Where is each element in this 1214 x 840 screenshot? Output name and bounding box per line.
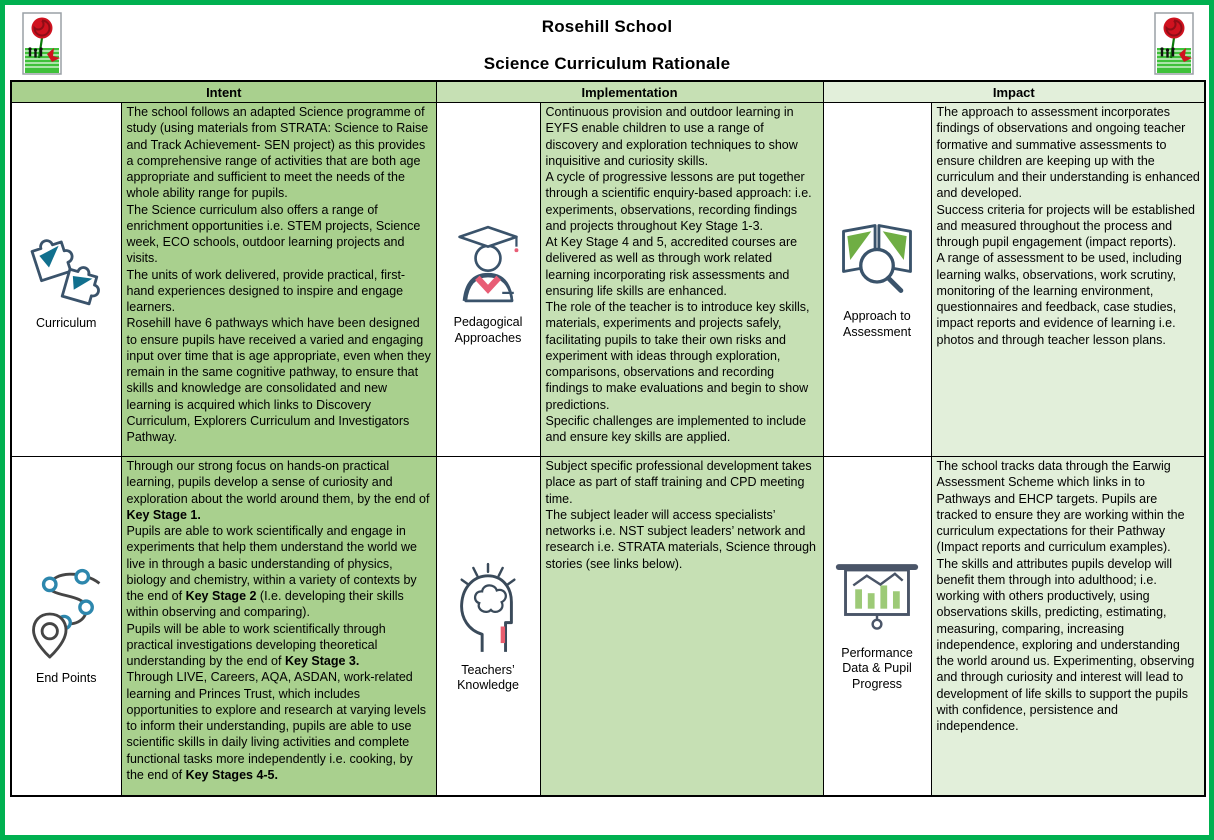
table-row xyxy=(11,103,1205,457)
approach-to-assessment-icon-cell xyxy=(823,103,931,457)
head-brain-icon xyxy=(449,558,527,656)
presentation-chart-icon xyxy=(831,559,923,639)
pedagogical-approaches-icon-cell xyxy=(436,103,540,457)
implementation-knowledge-text-cell: Subject specific professional development takes place as part of staff training and CPD meeting time. The subject leader will access specialists’ networks i.e. NST subject leaders’ network and research i.e. STRATA materials, Science through stories (see links below). xyxy=(540,457,823,796)
impact-performance-text-cell: The school tracks data through the Earwig Assessment Scheme which links in to Pathways and EHCP targets. Pupils are tracked to ensure they are working within the curriculum expectations for their Pathway (Impact reports and curriculum examples). The skills and attributes pupils develop will benefit them through into adulthood; i.e. working with others productively, using observations skills, predicting, estimating, measuring, comparing, increasing independence, exploring and understanding the world around us. Experimenting, observing and through curiosity and interest will lead to development of life skills to support the pupils with confidence, persistence and independence. xyxy=(931,457,1205,796)
icon-label: Approach to Assessment xyxy=(842,309,912,339)
page-title: Rosehill School xyxy=(541,17,673,36)
column-header-impact: Impact xyxy=(823,81,1205,103)
route-endpoints-icon xyxy=(23,564,109,664)
table-row xyxy=(11,457,1205,796)
icon-label: Curriculum xyxy=(36,316,97,331)
end-points-icon-cell xyxy=(11,457,121,796)
intent-end-points-text-cell: Through our strong focus on hands-on practical learning, pupils develop a sense of curiosity and exploration about the world around them, by the end of Key Stage 1. Pupils are able to work scientifically and engage in experiments that help them understand the world we live in through a basic understanding of physics, biology and chemistry, within a variety of contexts by the end of Key Stage 2 (I.e. developing their skills within observing and comparing). Pupils will be able to work scientifically through practical investigations developing theoretical understanding by the end of Key Stage 3. Through LIVE, Careers, AQA, ASDAN, work-related learning and Princes Trust, which includes opportunities to explore and research at varying levels to inform their understanding, pupils are able to use scientific skills in daily living activities and complete functional tasks more independently i.e. cooking, by the end of Key Stages 4-5. xyxy=(121,457,436,796)
icon-label: Pedagogical Approaches xyxy=(453,315,523,345)
icon-label: Teachers’ Knowledge xyxy=(457,662,519,693)
column-header-intent: Intent xyxy=(11,81,436,103)
implementation-pedagogy-text-cell: Continuous provision and outdoor learning in EYFS enable children to use a range of discovery and exploration techniques to show inquisitive and curiosity skills. A cycle of progressive lessons are put together through a scientific enquiry-based approach: i.e. experiments, observations, recording findings and projects throughout Key Stage 1-3. At Key Stage 4 and 5, accredited courses are delivered as well as through work related learning incorporating risk assessments and ensuring life skills are enhanced. The role of the teacher is to introduce key skills, materials, experiments and projects safely, facilitating pupils to take their own risks and experiment with ideas through exploration, comparisons, observations and recording findings to make evaluations and begin to show predictions. Specific challenges are implemented to include and ensure key skills are applied. xyxy=(540,103,823,457)
performance-data-icon-cell xyxy=(823,457,931,796)
book-magnifier-icon xyxy=(833,218,921,302)
intent-curriculum-text-cell: The school follows an adapted Science programme of study (using materials from STRATA: Science to Raise and Track Achievement- SEN project) as this provides a comprehensive range of activities that are both age appropriate and sufficient to meet the needs of the whole ability range for pupils. The Science curriculum also offers a range of enrichment opportunities i.e. STEM projects, Science week, ECO schools, outdoor learning projects and visits. The units of work delivered, provide practical, first-hand experiences designed to inspire and engage learners. Rosehill have 6 pathways which have been designed to ensure pupils have received a varied and engaging input over time that is age appropriate, even when they remain in the same cognitive pathway, to ensure that skills and knowledge are consolidated and new learning is acquired which links to Discovery Curriculum, Explorers Curriculum and Investigators Pathway. xyxy=(121,103,436,457)
icon-label: Performance Data & Pupil Progress xyxy=(841,645,913,692)
graduate-student-icon xyxy=(448,212,528,308)
curriculum-icon-cell xyxy=(11,103,121,457)
puzzle-pieces-icon xyxy=(24,227,108,309)
icon-label: End Points xyxy=(36,671,97,686)
curriculum-rationale-table xyxy=(10,80,1206,797)
teachers-knowledge-icon-cell xyxy=(436,457,540,796)
page-subtitle: Science Curriculum Rationale xyxy=(483,54,731,73)
impact-assessment-text-cell: The approach to assessment incorporates findings of observations and ongoing teacher formative and summative assessments to ensure children are keeping up with the curriculum and their understanding is enhanced and developed. Success criteria for projects will be established and measured throughout the process and through pupil engagement (impact reports). A range of assessment to be used, including learning walks, observations, work scrutiny, monitoring of the learning environment, questionnaires and feedback, case studies, impact reports and evidence of learning i.e. photos and through teacher lesson plans. xyxy=(931,103,1205,457)
column-header-implementation: Implementation xyxy=(436,81,823,103)
